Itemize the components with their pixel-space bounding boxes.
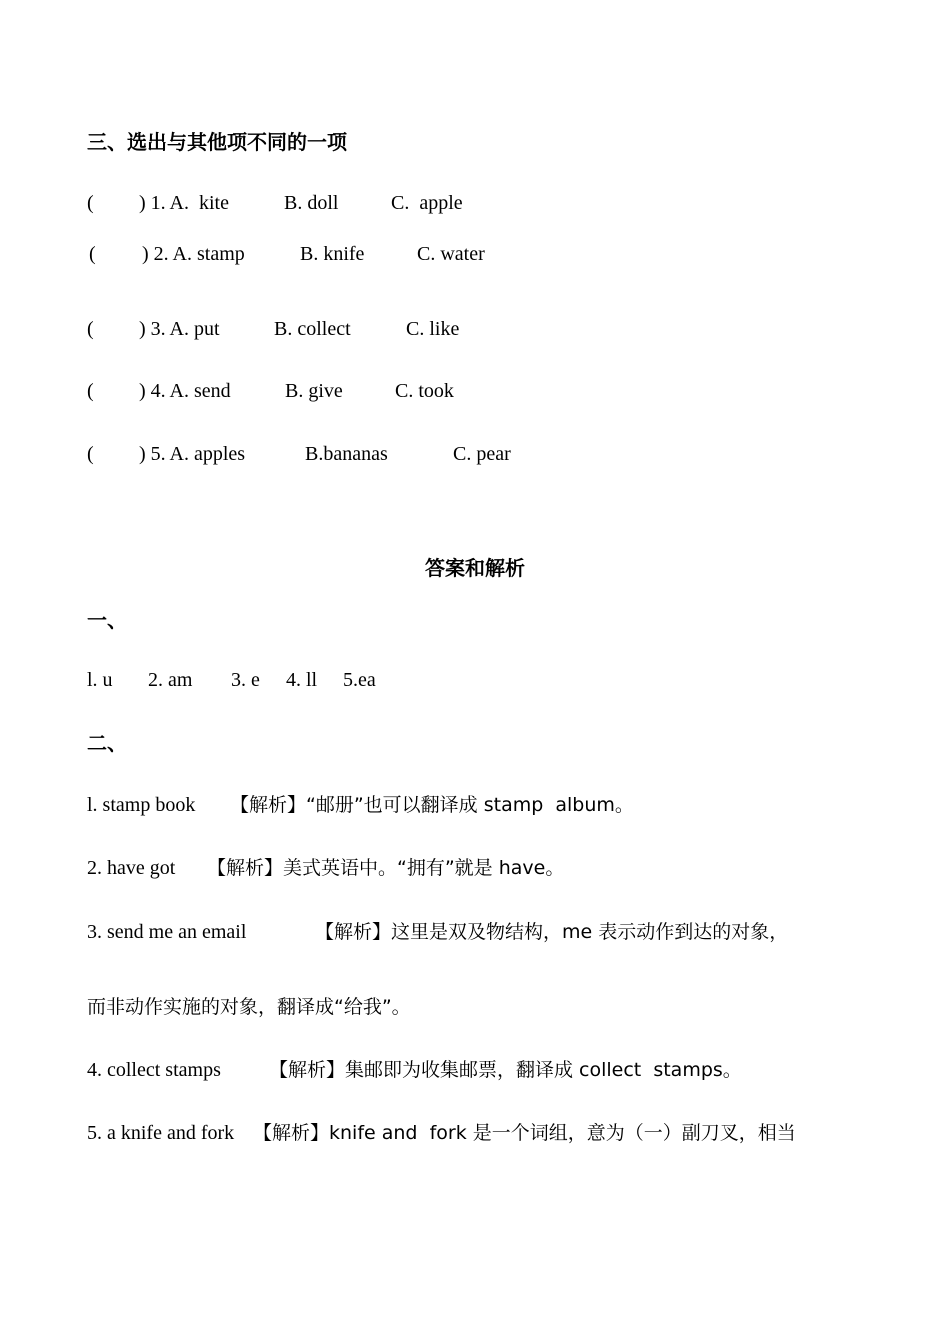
part-1-answer: 5.ea xyxy=(343,669,376,691)
part-1-heading: 一、 xyxy=(87,608,127,632)
explanation: 而非动作实施的对象，翻译成“给我”。 xyxy=(87,996,411,1018)
answer-blank-open: ( xyxy=(87,192,94,214)
answer-blank-open: ( xyxy=(87,318,94,340)
option-b: B. give xyxy=(285,380,343,402)
explanation: 【解析】美式英语中。“拥有”就是 have。 xyxy=(207,857,565,879)
option-a: ) 5. A. apples xyxy=(139,443,246,465)
explanation: 【解析】集邮即为收集邮票，翻译成 collect stamps。 xyxy=(269,1059,742,1081)
option-a: ) 3. A. put xyxy=(139,318,220,340)
explanation: 【解析】knife and fork 是一个词组，意为（一）副刀叉，相当 xyxy=(253,1122,796,1144)
question-3 xyxy=(87,317,887,341)
part-2-item-5 xyxy=(87,1121,887,1145)
part-1-answers xyxy=(87,668,887,692)
explanation: 【解析】“邮册”也可以翻译成 stamp album。 xyxy=(230,794,634,816)
part-2-item-4 xyxy=(87,1058,887,1082)
option-b: B. doll xyxy=(284,192,339,214)
answer-phrase: 5. a knife and fork xyxy=(87,1122,235,1144)
option-c: C. water xyxy=(417,243,485,265)
option-a: ) 4. A. send xyxy=(139,380,231,402)
part-2-heading: 二、 xyxy=(87,731,127,755)
part-2-item-1 xyxy=(87,793,887,817)
part-1-answer: 3. e xyxy=(231,669,260,691)
answer-phrase: l. stamp book xyxy=(87,794,196,816)
answer-blank-open: ( xyxy=(87,380,94,402)
part-2-item-3-continued xyxy=(87,995,887,1019)
question-2 xyxy=(87,242,887,266)
answers-title: 答案和解析 xyxy=(425,556,525,580)
question-1 xyxy=(87,191,887,215)
option-b: B.bananas xyxy=(305,443,388,465)
part-1-answer: 4. ll xyxy=(286,669,318,691)
option-c: C. pear xyxy=(453,443,511,465)
answer-phrase: 3. send me an email xyxy=(87,921,247,943)
section-3-heading: 三、选出与其他项不同的一项 xyxy=(87,130,347,154)
option-c: C. like xyxy=(406,318,460,340)
part-1-answer: 2. am xyxy=(148,669,193,691)
answer-phrase: 4. collect stamps xyxy=(87,1059,221,1081)
part-2-item-2 xyxy=(87,856,887,880)
answer-blank-open: ( xyxy=(87,443,94,465)
answer-blank-open: ( xyxy=(89,243,96,265)
explanation: 【解析】这里是双及物结构，me 表示动作到达的对象， xyxy=(315,921,789,943)
question-5 xyxy=(87,442,887,466)
option-c: C. apple xyxy=(391,192,463,214)
part-1-answer: l. u xyxy=(87,669,113,691)
option-c: C. took xyxy=(395,380,454,402)
option-a: ) 1. A. kite xyxy=(139,192,229,214)
answer-phrase: 2. have got xyxy=(87,857,176,879)
question-4 xyxy=(87,379,887,403)
option-a: ) 2. A. stamp xyxy=(142,243,245,265)
option-b: B. collect xyxy=(274,318,351,340)
part-2-item-3 xyxy=(87,920,887,944)
option-b: B. knife xyxy=(300,243,365,265)
